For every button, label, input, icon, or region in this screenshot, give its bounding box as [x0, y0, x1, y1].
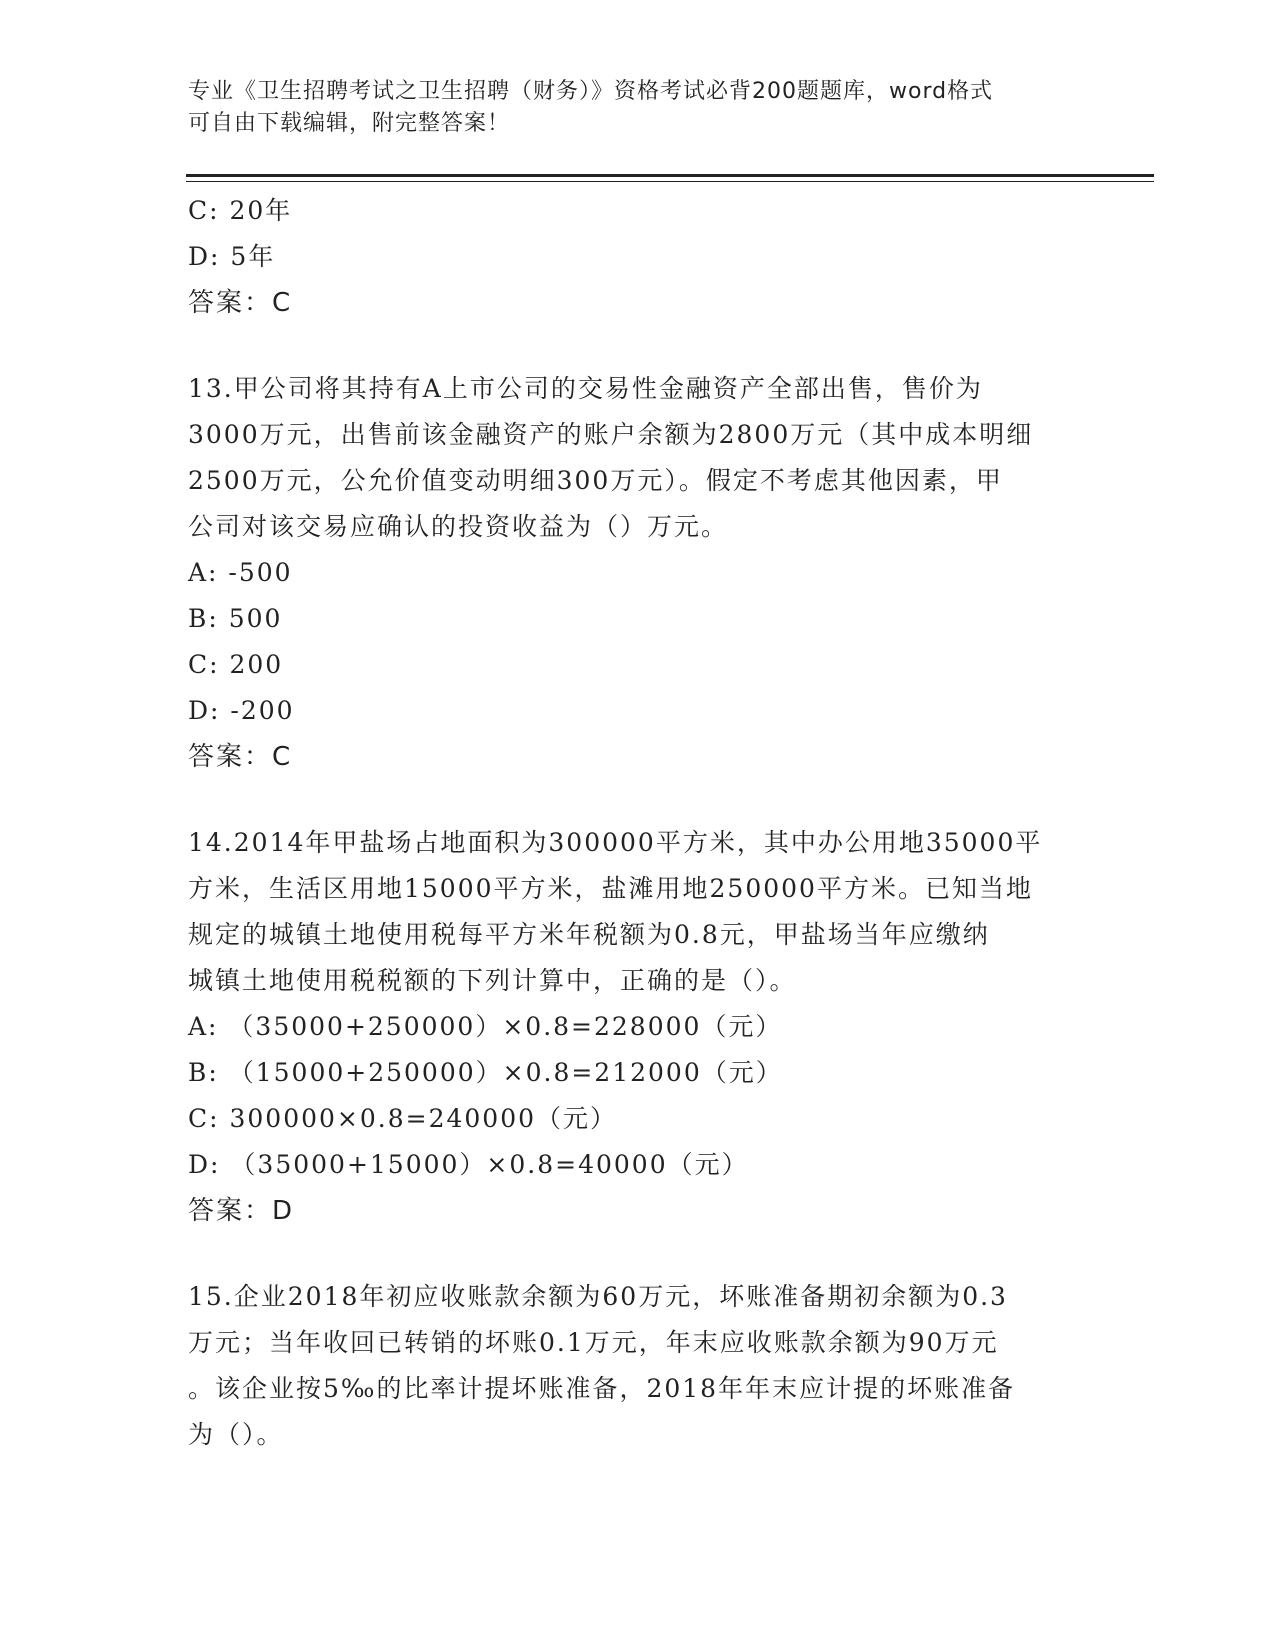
question-15: [188, 1274, 1088, 1458]
question-text-line: 规定的城镇土地使用税每平方米年税额为0.8元，甲盐场当年应缴纳: [188, 920, 990, 949]
header-line-2: 可自由下载编辑，附完整答案！: [188, 111, 511, 136]
spacer: [188, 1234, 1088, 1274]
question-text-line: 万元；当年收回已转销的坏账0.1万元，年末应收账款余额为90万元: [188, 1328, 999, 1357]
prev-question-block: [188, 188, 1088, 326]
header-rule-thick: [186, 174, 1154, 177]
question-text-line: 。该企业按5‰的比率计提坏账准备，2018年年末应计提的坏账准备: [188, 1374, 1016, 1403]
option-c: C: 300000×0.8=240000（元）: [188, 1104, 618, 1133]
spacer: [188, 326, 1088, 366]
option-d: D: -200: [188, 696, 295, 725]
question-text-line: 方米，生活区用地15000平方米，盐滩用地250000平方米。已知当地: [188, 874, 1033, 903]
document-header: [188, 76, 1088, 140]
header-rule-thin: [186, 181, 1154, 182]
option-c: C: 20年: [188, 196, 293, 225]
answer-line: 答案：C: [188, 742, 293, 772]
option-a: A: （35000+250000）×0.8=228000（元）: [188, 1012, 783, 1041]
document-content: [188, 188, 1088, 1458]
header-line-1: 专业《卫生招聘考试之卫生招聘（财务）》资格考试必背200题题库，word格式: [188, 79, 994, 104]
question-text-line: 13.甲公司将其持有A上市公司的交易性金融资产全部出售，售价为: [188, 374, 983, 403]
question-text-line: 3000万元，出售前该金融资产的账户余额为2800万元（其中成本明细: [188, 420, 1034, 449]
option-a: A: -500: [188, 558, 293, 587]
question-text-line: 公司对该交易应确认的投资收益为（）万元。: [188, 512, 729, 541]
option-b: B: （15000+250000）×0.8=212000（元）: [188, 1058, 783, 1087]
answer-line: 答案：C: [188, 288, 293, 318]
question-text-line: 14.2014年甲盐场占地面积为300000平方米，其中办公用地35000平: [188, 828, 1043, 857]
answer-line: 答案：D: [188, 1196, 295, 1226]
option-c: C: 200: [188, 650, 284, 679]
option-d: D: （35000+15000）×0.8=40000（元）: [188, 1150, 749, 1179]
question-text-line: 为（）。: [188, 1420, 284, 1449]
question-text-line: 2500万元，公允价值变动明细300万元）。假定不考虑其他因素，甲: [188, 466, 1003, 495]
question-text-line: 城镇土地使用税税额的下列计算中，正确的是（）。: [188, 966, 797, 995]
question-14: [188, 820, 1088, 1234]
question-text-line: 15.企业2018年初应收账款余额为60万元，坏账准备期初余额为0.3: [188, 1282, 1008, 1311]
question-13: [188, 366, 1088, 780]
spacer: [188, 780, 1088, 820]
option-b: B: 500: [188, 604, 283, 633]
option-d: D: 5年: [188, 242, 276, 271]
